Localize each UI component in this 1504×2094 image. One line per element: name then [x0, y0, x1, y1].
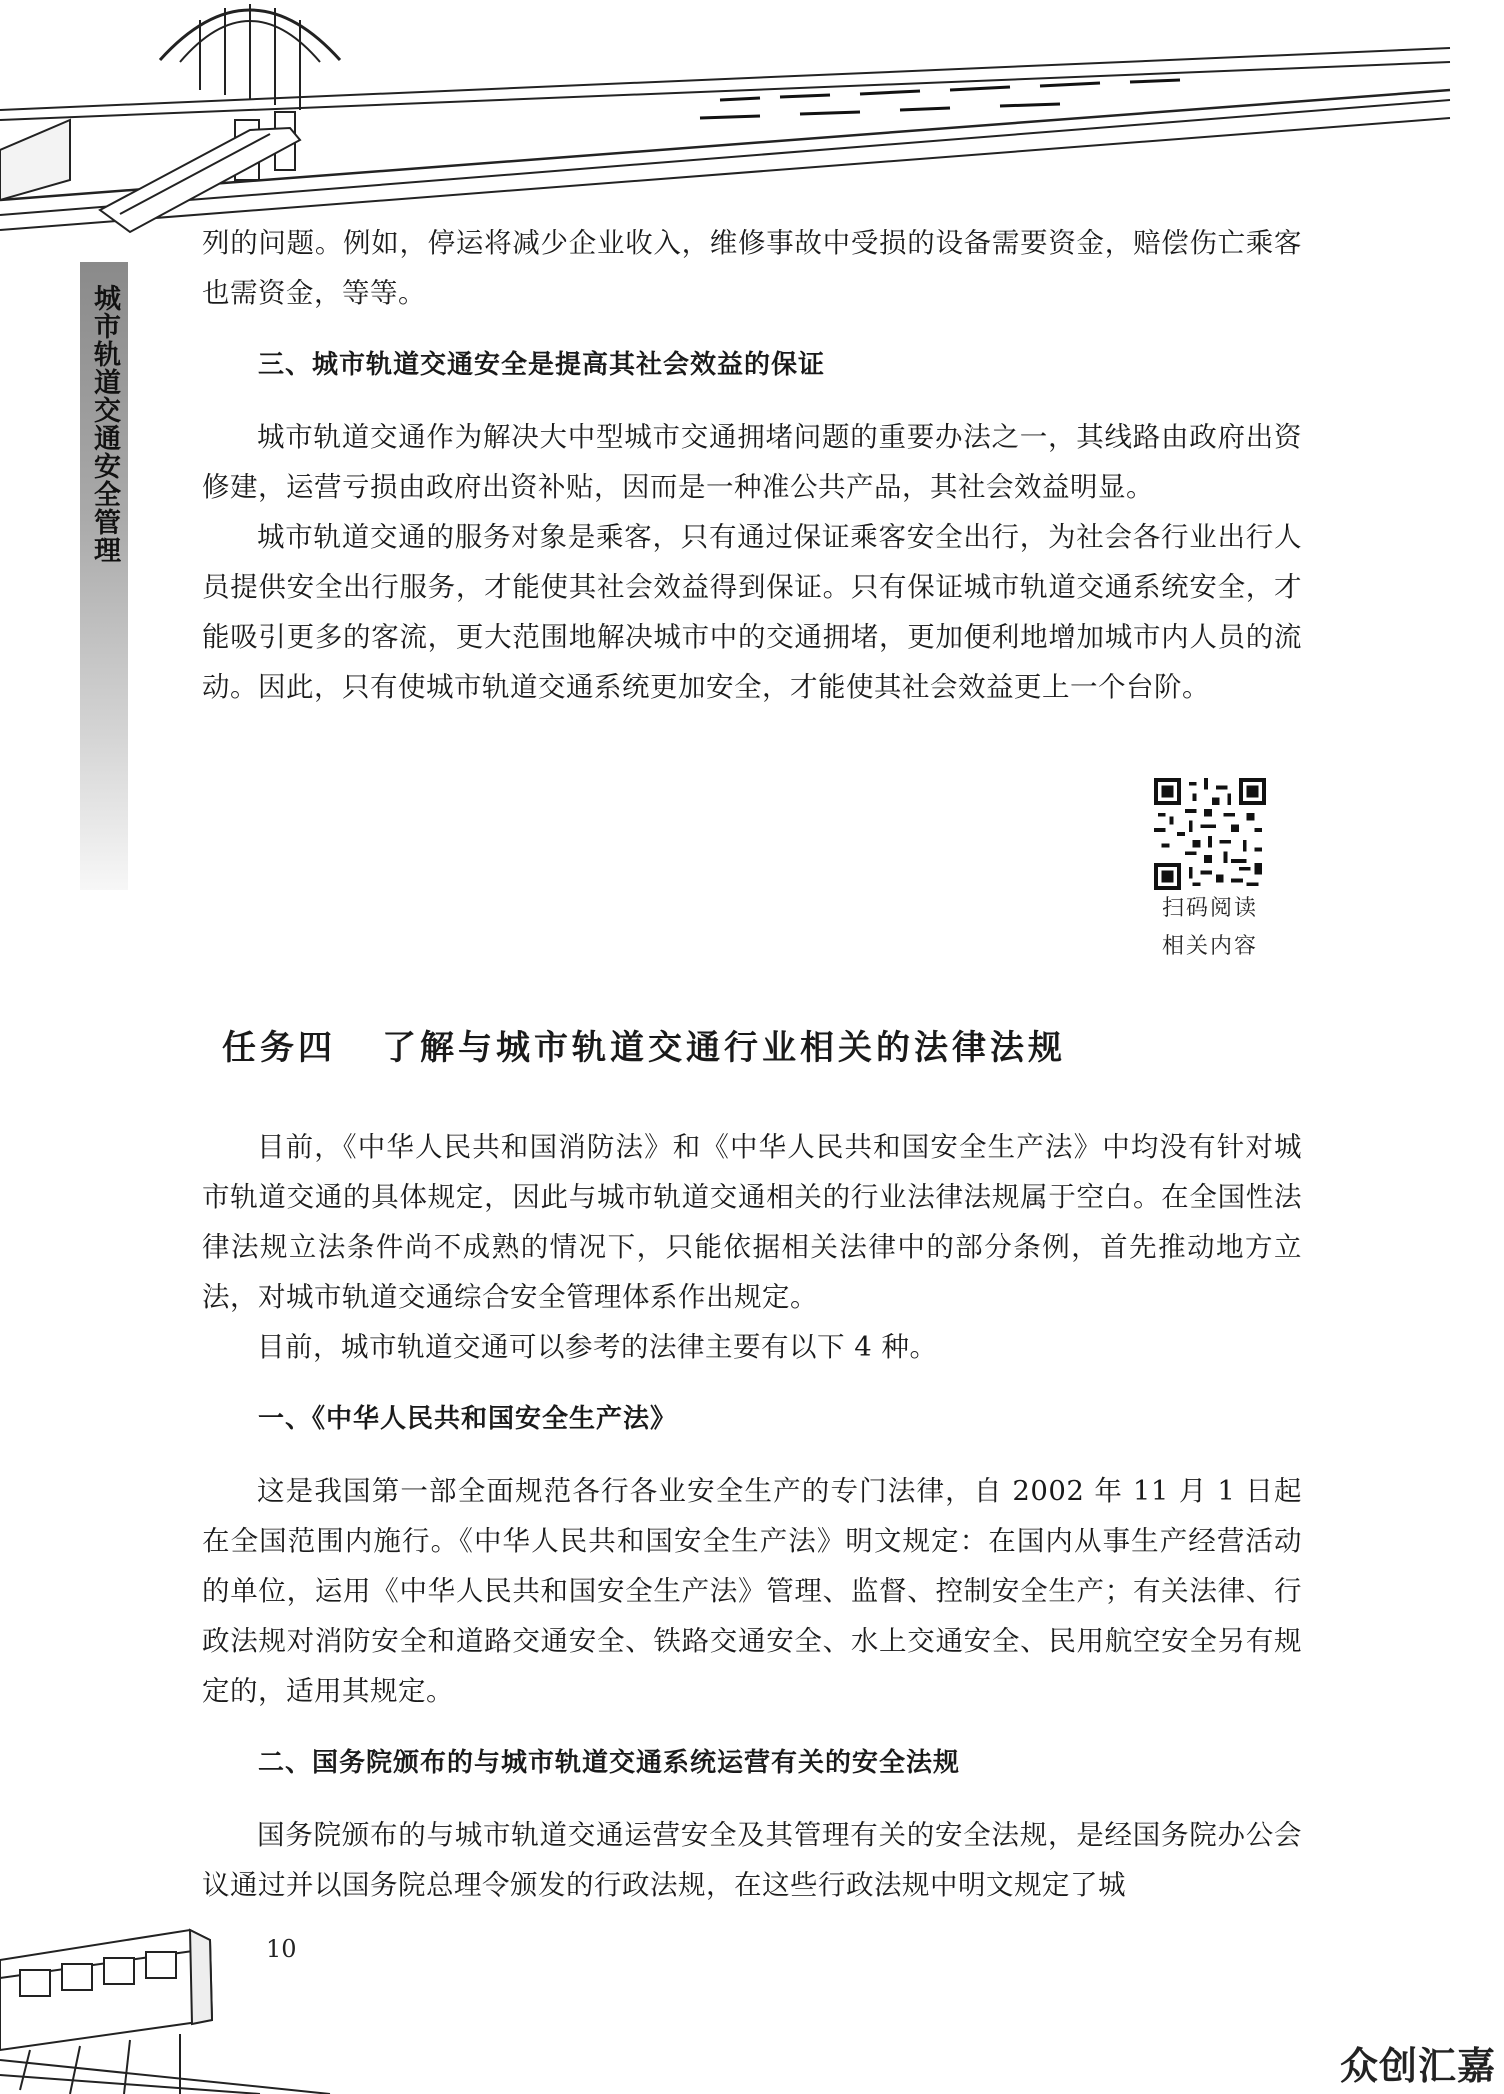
qr-caption-line1: 扫码阅读	[1161, 896, 1258, 921]
section-heading-2: 二、国务院颁布的与城市轨道交通系统运营有关的安全法规	[258, 1748, 961, 1778]
side-book-title: 城市轨道交通安全管理	[89, 284, 120, 564]
paragraph: 城市轨道交通作为解决大中型城市交通拥堵问题的重要办法之一，其线路由政府出资修建，运营亏损由政府出资补贴，因而是一种准公共产品，其社会效益明显。	[202, 421, 1302, 503]
watermark: 众创汇嘉	[1339, 2044, 1496, 2088]
continued-paragraph: 列的问题。例如，停运将减少企业收入，维修事故中受损的设备需要资金，赔偿伤亡乘客也需资金，等等。	[202, 227, 1302, 309]
paragraph: 城市轨道交通的服务对象是乘客，只有通过保证乘客安全出行，为社会各行业出行人员提供安全出行服务，才能使其社会效益得到保证。只有保证城市轨道交通系统安全，才能吸引更多的客流，更大范围地解决城市中的交通拥堵，更加便利地增加城市内人员的流动。因此，只有使城市轨道交通系统更加安全，才能使其社会效益更上一个台阶。	[202, 521, 1302, 703]
paragraph: 目前，《中华人民共和国消防法》和《中华人民共和国安全生产法》中均没有针对城市轨道交通的具体规定，因此与城市轨道交通相关的行业法律法规属于空白。在全国性法律法规立法条件尚不成熟的情况下，只能依据相关法律中的部分条例，首先推动地方立法，对城市轨道交通综合安全管理体系作出规定。	[202, 1131, 1302, 1313]
paragraph: 目前，城市轨道交通可以参考的法律主要有以下 4 种。	[257, 1331, 938, 1363]
upper-content	[202, 218, 1302, 712]
side-chapter-tab	[80, 262, 128, 890]
qr-caption-line2: 相关内容	[1161, 934, 1258, 959]
qr-block	[1150, 778, 1270, 966]
task-title: 了解与城市轨道交通行业相关的法律法规	[382, 1028, 1066, 1068]
section-heading-3: 三、城市轨道交通安全是提高其社会效益的保证	[258, 350, 826, 380]
footer-train-illustration	[0, 1900, 340, 2094]
task-heading	[222, 1020, 1322, 1076]
page-number: 10	[266, 1935, 297, 1963]
section-heading-1: 一、《中华人民共和国安全生产法》	[258, 1404, 678, 1434]
paragraph: 国务院颁布的与城市轨道交通运营安全及其管理有关的安全法规，是经国务院办公会议通过并以国务院总理令颁发的行政法规，在这些行政法规中明文规定了城	[202, 1819, 1302, 1901]
qr-code[interactable]	[1154, 778, 1266, 890]
task-number: 任务四	[222, 1028, 336, 1068]
paragraph: 这是我国第一部全面规范各行各业安全生产的专门法律，自 2002 年 11 月 1 日起在全国范围内施行。《中华人民共和国安全生产法》明文规定：在国内从事生产经营活动的单位，运用《中华人民共和国安全生产法》管理、监督、控制安全生产；有关法律、行政法规对消防安全和道路交通安全、铁路交通安全、水上交通安全、民用航空安全另有规定的，适用其规定。	[202, 1475, 1302, 1707]
lower-content	[202, 1122, 1302, 1910]
